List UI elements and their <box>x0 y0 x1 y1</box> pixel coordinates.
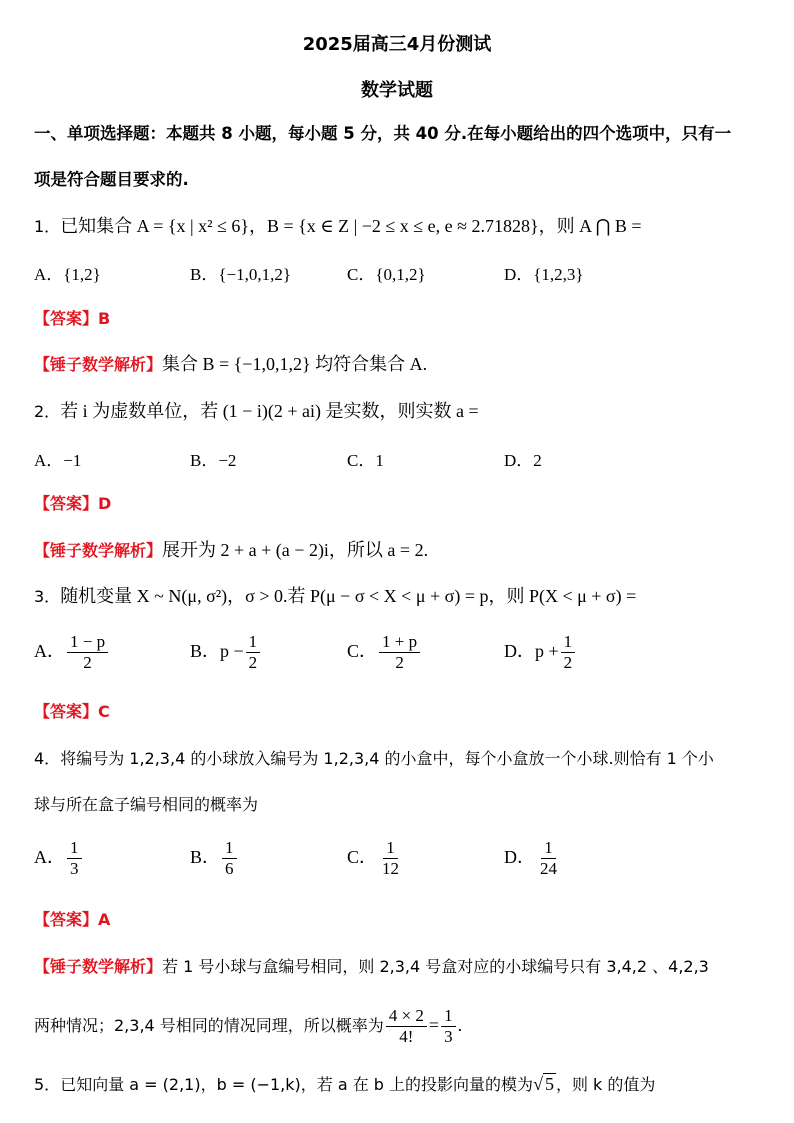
period: . <box>457 1015 463 1035</box>
denominator: 6 <box>225 859 234 878</box>
question-number: 5． <box>34 1075 61 1094</box>
question-text: 随机变量 X ~ N(μ, σ²)，σ > 0.若 P(μ − σ < X < μ + σ) = p，则 P(X < μ + σ) = <box>60 586 637 606</box>
question-4-line2: 球与所在盒子编号相同的概率为 <box>34 795 259 814</box>
denominator: 3 <box>70 859 79 878</box>
q4-option-c <box>347 838 404 879</box>
fraction <box>441 1006 456 1047</box>
denominator: 4! <box>399 1027 414 1046</box>
question-text: 将编号为 1,2,3,4 的小球放入编号为 1,2,3,4 的小盒中，每个小盒放一个小球.则恰有 1 个小 <box>60 749 714 768</box>
denominator: 2 <box>563 653 573 672</box>
numerator: 1 + p <box>379 632 420 653</box>
question-number: 4． <box>34 749 61 768</box>
page-subtitle: 数学试题 <box>361 80 433 101</box>
question-number: 3． <box>34 587 61 606</box>
q1-option-a: A．{1,2} <box>34 265 101 284</box>
numerator: 1 <box>561 632 576 653</box>
option-label: D． <box>504 847 535 867</box>
option-label: B． <box>190 641 221 661</box>
q4-option-b <box>190 838 239 879</box>
q2-answer: 【答案】D <box>34 494 112 513</box>
q1-option-c: C．{0,1,2} <box>347 265 426 284</box>
denominator: 24 <box>540 859 557 878</box>
q4-analysis-line2 <box>34 1002 462 1049</box>
option-label: A． <box>34 641 65 661</box>
analysis-text: 若 1 号小球与盒编号相同，则 2,3,4 号盒对应的小球编号只有 3,4,2 、4,2,3 <box>162 957 709 976</box>
question-2 <box>34 399 479 424</box>
fraction <box>222 838 237 879</box>
q3-answer: 【答案】C <box>34 702 110 721</box>
denominator: 2 <box>83 653 92 672</box>
denominator: 12 <box>382 859 400 878</box>
analysis-text: 两种情况；2,3,4 号相同的情况同理，所以概率为 <box>34 1016 384 1035</box>
option-prefix: p + <box>535 641 559 661</box>
option-label: C． <box>347 847 378 867</box>
analysis-label: 【锤子数学解析】 <box>34 957 163 976</box>
q3-option-d <box>504 632 577 673</box>
analysis-text: 展开为 2 + a + (a − 2)i，所以 a = 2. <box>162 540 429 560</box>
numerator: 1 <box>67 838 82 859</box>
question-text: 已知集合 A = {x | x² ≤ 6}，B = {x ∈ Z | −2 ≤ x ≤ e, e ≈ 2.71828}，则 A ⋂ B = <box>60 216 642 236</box>
question-text-end: ，则 k 的值为 <box>555 1075 656 1094</box>
question-text: 已知向量 a = (2,1)，b = (−1,k)，若 a 在 b 上的投影向量的模为 <box>60 1075 534 1094</box>
q2-option-c: C．1 <box>347 451 384 470</box>
q3-option-a <box>34 632 110 673</box>
q4-answer: 【答案】A <box>34 910 111 929</box>
section-heading-line2: 项是符合题目要求的. <box>34 170 189 189</box>
fraction <box>379 632 420 673</box>
option-prefix: p − <box>220 641 244 661</box>
question-5 <box>34 1072 655 1097</box>
section-heading-line1: 一、单项选择题：本题共 8 小题，每小题 5 分，共 40 分.在每小题给出的四个选项中，只有一 <box>34 124 732 143</box>
question-1 <box>34 214 642 239</box>
analysis-label: 【锤子数学解析】 <box>34 541 163 560</box>
q1-option-b: B．{−1,0,1,2} <box>190 265 291 284</box>
fraction <box>561 632 576 673</box>
analysis-label: 【锤子数学解析】 <box>34 355 163 374</box>
radicand: 5 <box>544 1074 554 1094</box>
numerator: 1 <box>222 838 237 859</box>
question-text: 若 i 为虚数单位，若 (1 − i)(2 + ai) 是实数，则实数 a = <box>60 401 479 421</box>
q3-option-b <box>190 632 262 673</box>
fraction <box>537 838 560 879</box>
page-title: 2025届高三4月份测试 <box>302 34 492 55</box>
q4-option-d <box>504 838 562 879</box>
option-label: B． <box>190 847 221 867</box>
denominator: 2 <box>248 653 258 672</box>
numerator: 1 <box>441 1006 456 1027</box>
q1-answer: 【答案】B <box>34 309 111 328</box>
numerator: 1 <box>541 838 556 859</box>
q2-option-b: B．−2 <box>190 451 237 470</box>
numerator: 4 × 2 <box>386 1006 427 1027</box>
q2-option-a: A．−1 <box>34 451 82 470</box>
numerator: 1 <box>383 838 398 859</box>
option-label: C． <box>347 641 378 661</box>
question-3 <box>34 584 636 609</box>
equals-sign: = <box>428 1015 440 1035</box>
question-number: 2． <box>34 402 61 421</box>
q1-analysis <box>34 352 427 377</box>
option-label: D． <box>504 641 535 661</box>
question-4-line1 <box>34 747 714 771</box>
denominator: 2 <box>395 653 404 672</box>
option-label: A． <box>34 847 65 867</box>
square-root: √ 5 <box>533 1074 554 1094</box>
fraction <box>67 632 108 673</box>
question-number: 1． <box>34 217 61 236</box>
fraction <box>67 838 82 879</box>
q4-option-a <box>34 838 84 879</box>
q2-option-d: D．2 <box>504 451 542 470</box>
denominator: 3 <box>444 1027 453 1046</box>
q1-option-d: D．{1,2,3} <box>504 265 584 284</box>
analysis-text: 集合 B = {−1,0,1,2} 均符合集合 A. <box>162 354 428 374</box>
fraction <box>386 1006 427 1047</box>
q4-analysis-line1 <box>34 955 709 979</box>
fraction <box>246 632 261 673</box>
numerator: 1 <box>246 632 261 653</box>
numerator: 1 − p <box>67 632 108 653</box>
q3-option-c <box>347 632 422 673</box>
fraction <box>379 838 402 879</box>
q2-analysis <box>34 538 428 563</box>
